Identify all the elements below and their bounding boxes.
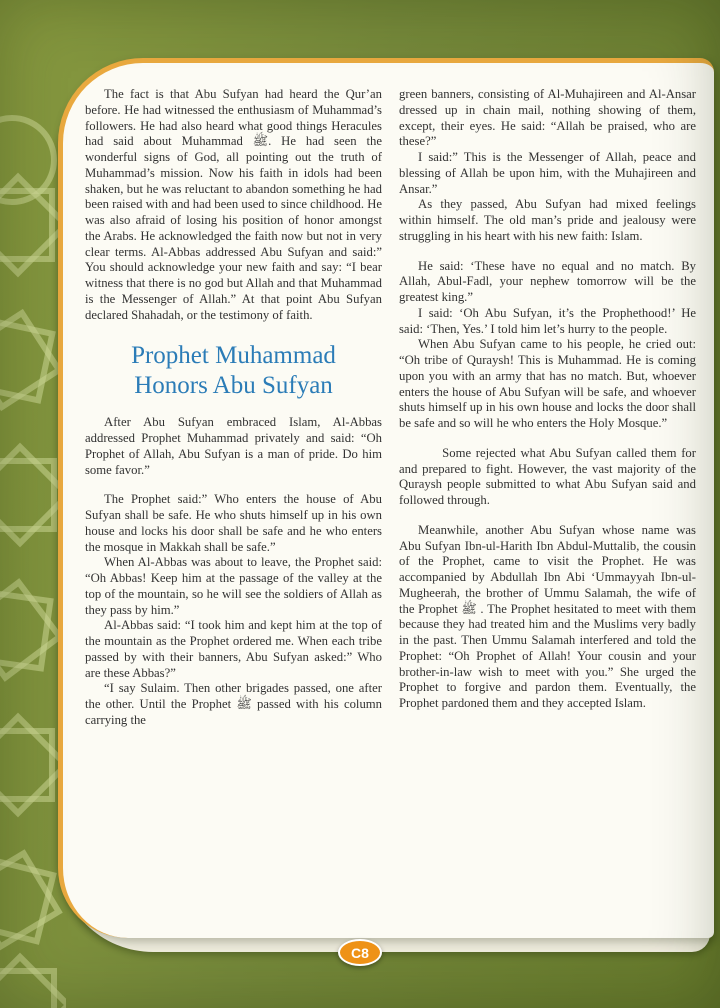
paragraph: The Prophet said:” Who enters the house of Abu Sufyan shall be safe. He who shuts himself up in his own house and locks his door shall be safe and he who enters the mosque in Makkah shall be safe.”: [85, 492, 382, 554]
paragraph: He said: ‘These have no equal and no match. By Allah, Abul-Fadl, your nephew tomorrow will be the greatest king.”: [399, 258, 696, 304]
section-heading-line: Honors Abu Sufyan: [134, 371, 333, 399]
paragraph: Al-Abbas said: “I took him and kept him at the top of the mountain as the Prophet ordered me. When each tribe passed by with their banners, Abu Sufyan asked:” Who are these Abbas?”: [85, 618, 382, 680]
section-heading: [85, 341, 382, 400]
page-number-badge: C8: [338, 939, 382, 966]
paragraph: After Abu Sufyan embraced Islam, Al-Abbas addressed Prophet Muhammad privately and said: “Oh Prophet of Allah, Abu Sufyan is a man of pride. Do him some favor.”: [85, 415, 382, 477]
section-heading-line: Prophet Muhammad: [131, 342, 336, 370]
paragraph: I said:” This is the Messenger of Allah, peace and blessing of Allah be upon him, with the Muhajireen and Ansar.”: [399, 150, 696, 196]
paragraph: When Al-Abbas was about to leave, the Prophet said: “Oh Abbas! Keep him at the passage of the valley at the top of the mountain, so he will see the soldiers of Allah as they pass by him.”: [85, 555, 382, 617]
paragraph: Meanwhile, another Abu Sufyan whose name was Abu Sufyan Ibn-ul-Harith Ibn Abdul-Muttalib, the cousin of the Prophet, came to visit the Prophet. He was accompanied by Abdullah Ibn Abi ‘Ummayyah Ibn-ul-Mugheerah, the brother of Ummu Salamah, the wife of the Prophet ﷺ . The Prophet hesitated to meet with them because they had treated him and the Muslims very badly in the past. Then Ummu Salamah interfered and told the Prophet: “Oh Prophet of Allah! Your cousin and your brother-in-law wish to meet with you.” She urged the Prophet to forgive and pardon them. Eventually, the Prophet pardoned them and they accepted Islam.: [399, 522, 696, 710]
paragraph: The fact is that Abu Sufyan had heard the Qur’an before. He had witnessed the enthusiasm of Muhammad’s followers. He had also heard what good things Heracules had said about Muhammad ﷺ. He had seen the wonderful signs of God, all pointing out the truth of Muhammad’s mission. Now his faith in idols had been shaken, but he was reluctant to abandon something he had been raised with and had been used to since childhood. He was also afraid of losing his position of honor amongst the Arabs. He acknowledged the faith now but not in very clear terms. Al-Abbas addressed Abu Sufyan and said:” You should acknowledge your new faith and say: “I bear witness that there is no god but Allah and that Muhammad is the Messenger of Allah.” At that point Abu Sufyan declared Shahadah, or the testimony of faith.: [85, 87, 382, 322]
geometric-star-pattern: [0, 0, 66, 1008]
paragraph: green banners, consisting of Al-Muhajireen and Al-Ansar dressed up in chain mail, nothing showing of them, except, their eyes. He said: “Allah be praised, who are these?”: [399, 87, 696, 149]
paragraph: When Abu Sufyan came to his people, he cried out: “Oh tribe of Quraysh! This is Muhammad. He is coming upon you with an army that has no match. But, whoever enters the house of Abu Sufyan will be safe, and whoever shuts himself up in his own house and locks the door shall be safe and so will he who enters the Holy Mosque.”: [399, 337, 696, 430]
paragraph: “I say Sulaim. Then other brigades passed, one after the other. Until the Prophet ﷺ passed with his column carrying the: [85, 681, 382, 727]
page-card: [58, 58, 714, 938]
page-content: [85, 87, 696, 932]
left-column: [85, 87, 382, 932]
paragraph: Some rejected what Abu Sufyan called them for and prepared to fight. However, the vast majority of the Quraysh people submitted to what Abu Sufyan said and followed through.: [399, 445, 696, 507]
paragraph: I said: ‘Oh Abu Sufyan, it’s the Prophethood!’ He said: ‘Then, Yes.’ I told him let’s hurry to the people.: [399, 305, 696, 336]
right-column: [399, 87, 696, 932]
paragraph: As they passed, Abu Sufyan had mixed feelings within himself. The old man’s pride and jealousy were struggling in his heart with his new faith: Islam.: [399, 197, 696, 243]
